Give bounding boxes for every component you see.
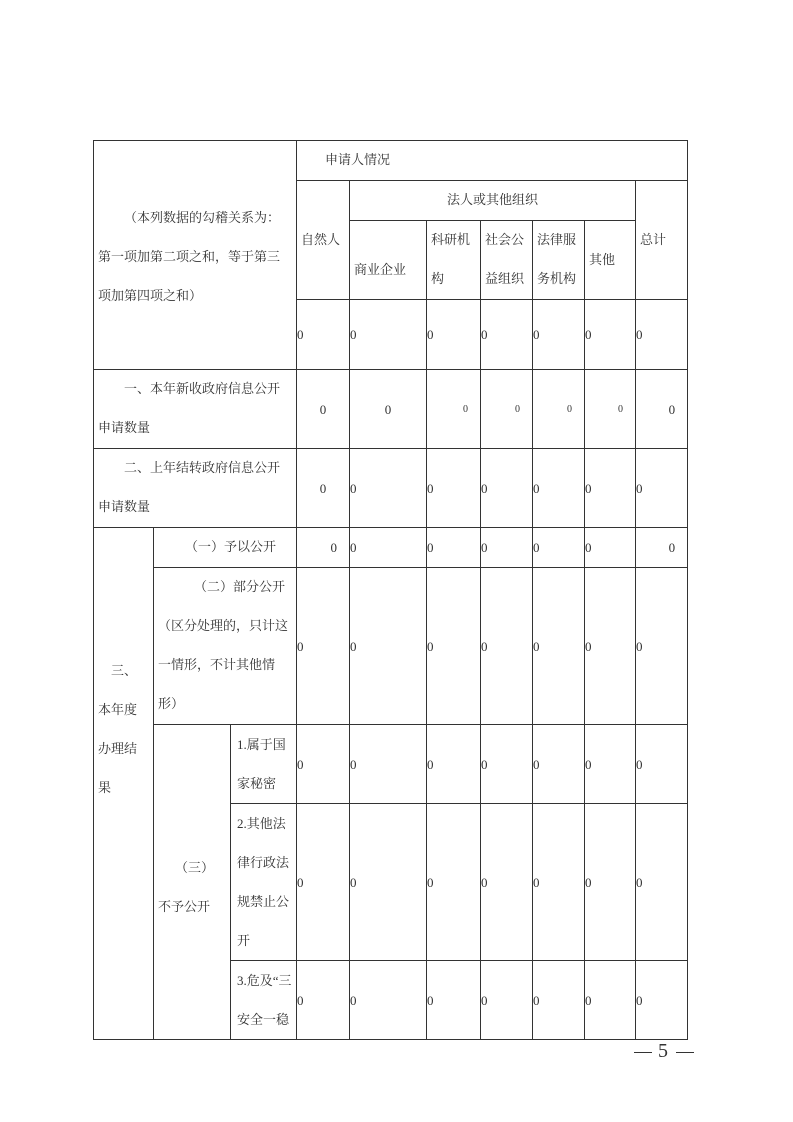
legal-org-header: 法人或其他组织 bbox=[350, 181, 636, 221]
legal-service-header: 法律服务机构 bbox=[533, 221, 585, 300]
page-number-dash-left bbox=[634, 1052, 652, 1053]
header-value-cell: 0 bbox=[350, 300, 427, 370]
value-cell: 0 bbox=[350, 370, 427, 449]
value-cell: 0 bbox=[350, 449, 427, 528]
other-header: 其他 bbox=[585, 221, 636, 300]
header-value-cell: 0 bbox=[427, 300, 481, 370]
row-label-law-prohibited: 2.其他法律行政法规禁止公开 bbox=[231, 804, 297, 961]
row-label-not-public: （三） 不予公开 bbox=[154, 725, 231, 1040]
table-row bbox=[94, 449, 688, 528]
value-cell: 0 bbox=[636, 568, 688, 725]
value-cell: 0 bbox=[585, 370, 636, 449]
header-value-cell: 0 bbox=[533, 300, 585, 370]
header-value-cell: 0 bbox=[297, 300, 350, 370]
value-cell: 0 bbox=[636, 370, 688, 449]
header-value-cell: 0 bbox=[481, 300, 533, 370]
value-cell: 0 bbox=[585, 568, 636, 725]
table-row bbox=[94, 725, 688, 804]
row-label-public: （一）予以公开 bbox=[154, 528, 297, 568]
value-cell: 0 bbox=[636, 961, 688, 1040]
value-cell: 0 bbox=[481, 961, 533, 1040]
value-cell: 0 bbox=[636, 804, 688, 961]
value-cell: 0 bbox=[533, 568, 585, 725]
value-cell: 0 bbox=[533, 804, 585, 961]
total-header: 总计 bbox=[636, 181, 688, 300]
value-cell: 0 bbox=[481, 528, 533, 568]
corner-note-cell bbox=[94, 141, 297, 370]
commercial-header: 商业企业 bbox=[350, 221, 427, 300]
value-cell: 0 bbox=[481, 568, 533, 725]
value-cell: 0 bbox=[427, 804, 481, 961]
page-number-dash-right bbox=[676, 1052, 694, 1053]
section-three-label: 三、 本年度 办理结 果 bbox=[94, 528, 154, 1040]
page-number-value: 5 bbox=[658, 1040, 670, 1062]
value-cell: 0 bbox=[533, 725, 585, 804]
table-row bbox=[94, 568, 688, 725]
value-cell: 0 bbox=[585, 528, 636, 568]
info-disclosure-table bbox=[93, 140, 688, 1040]
value-cell: 0 bbox=[350, 568, 427, 725]
value-cell: 0 bbox=[350, 961, 427, 1040]
value-cell: 0 bbox=[636, 449, 688, 528]
research-header: 科研机构 bbox=[427, 221, 481, 300]
value-cell: 0 bbox=[427, 568, 481, 725]
value-cell: 0 bbox=[427, 528, 481, 568]
value-cell: 0 bbox=[585, 449, 636, 528]
row-label-state-secret: 1.属于国家秘密 bbox=[231, 725, 297, 804]
row-label-new-requests: 一、本年新收政府信息公开申请数量 bbox=[94, 370, 297, 449]
value-cell: 0 bbox=[297, 449, 350, 528]
value-cell: 0 bbox=[481, 725, 533, 804]
value-cell: 0 bbox=[533, 370, 585, 449]
value-cell: 0 bbox=[427, 449, 481, 528]
value-cell: 0 bbox=[297, 725, 350, 804]
value-cell: 0 bbox=[297, 370, 350, 449]
value-cell: 0 bbox=[297, 961, 350, 1040]
value-cell: 0 bbox=[427, 370, 481, 449]
row-label-three-security: 3.危及“三安全一稳 bbox=[231, 961, 297, 1040]
value-cell: 0 bbox=[533, 961, 585, 1040]
table-row bbox=[94, 370, 688, 449]
value-cell: 0 bbox=[350, 725, 427, 804]
value-cell: 0 bbox=[636, 528, 688, 568]
page-number bbox=[628, 1040, 700, 1063]
header-value-cell: 0 bbox=[636, 300, 688, 370]
value-cell: 0 bbox=[636, 725, 688, 804]
value-cell: 0 bbox=[533, 528, 585, 568]
value-cell: 0 bbox=[350, 528, 427, 568]
value-cell: 0 bbox=[533, 449, 585, 528]
value-cell: 0 bbox=[297, 568, 350, 725]
row-label-partial-public: （二）部分公开（区分处理的，只计这一情形，不计其他情形） bbox=[154, 568, 297, 725]
value-cell: 0 bbox=[297, 528, 350, 568]
natural-person-header: 自然人 bbox=[297, 181, 350, 300]
value-cell: 0 bbox=[427, 725, 481, 804]
value-cell: 0 bbox=[481, 370, 533, 449]
social-welfare-header: 社会公益组织 bbox=[481, 221, 533, 300]
corner-note: （本列数据的勾稽关系为：第一项加第二项之和，等于第三项加第四项之和） bbox=[98, 211, 281, 304]
value-cell: 0 bbox=[350, 804, 427, 961]
applicant-header: 申请人情况 bbox=[297, 141, 688, 181]
value-cell: 0 bbox=[585, 804, 636, 961]
value-cell: 0 bbox=[481, 449, 533, 528]
value-cell: 0 bbox=[585, 725, 636, 804]
value-cell: 0 bbox=[297, 804, 350, 961]
row-label-carryover-requests: 二、上年结转政府信息公开申请数量 bbox=[94, 449, 297, 528]
header-value-cell: 0 bbox=[585, 300, 636, 370]
value-cell: 0 bbox=[481, 804, 533, 961]
value-cell: 0 bbox=[585, 961, 636, 1040]
value-cell: 0 bbox=[427, 961, 481, 1040]
table-row bbox=[94, 528, 688, 568]
